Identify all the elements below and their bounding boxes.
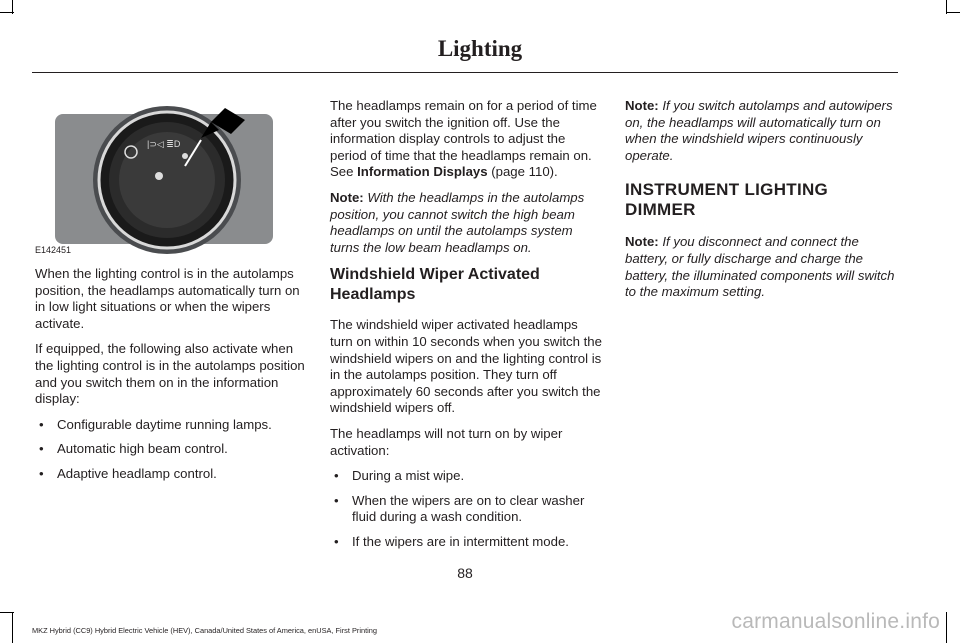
footer-text: MKZ Hybrid (CC9) Hybrid Electric Vehicle (HEV), Canada/United States of America, enUSA, First Printing — [32, 626, 378, 635]
svg-text:|⊃◁ ≣D: |⊃◁ ≣D — [147, 139, 181, 149]
list-item: • When the wipers are on to clear washer fluid during a wash condition. — [330, 493, 603, 526]
note-label: Note: — [330, 189, 364, 205]
list-item: • Adaptive headlamp control. — [35, 466, 307, 483]
crop-mark-bottom-left-v — [12, 612, 13, 643]
section-heading: INSTRUMENT LIGHTING DIMMER — [625, 180, 829, 220]
list-item: • During a mist wipe. — [330, 468, 603, 485]
crop-mark-bottom-right-v — [946, 612, 947, 643]
bullet-list — [35, 417, 307, 483]
page-title: Lighting — [437, 36, 523, 61]
paragraph: The headlamps will not turn on by wiper activation: — [330, 425, 563, 458]
bullet-list — [330, 468, 603, 550]
paragraph — [330, 98, 603, 181]
list-item: • If the wipers are in intermittent mode. — [330, 534, 603, 551]
column-1 — [35, 266, 307, 491]
note-text: With the headlamps in the autolamps position, you cannot switch the high beam headlamps on until the autolamps system turns the low beam headlamps on. — [330, 189, 585, 255]
paragraph: When the lighting control is in the autolamps position, the headlamps automatically turn on in low light situations or when the wipers activate. — [35, 266, 300, 331]
column-2 — [330, 98, 603, 558]
crop-mark-top-right-h — [946, 12, 960, 13]
paragraph-text: The headlamps remain on for a period of time after you switch the ignition off. Use the information display controls to adjust the period of time that the headlamps remain on. See — [330, 98, 597, 180]
note-label: Note: — [625, 98, 659, 113]
note — [625, 234, 895, 300]
watermark: carmanualsonline.info — [731, 610, 940, 633]
column-3 — [625, 98, 895, 310]
header-rule — [32, 72, 898, 73]
note-text: If you disconnect and connect the battery, or fully discharge and charge the battery, the illuminated components will switch to the maximum setting. — [625, 234, 895, 300]
page-reference: (page 110). — [487, 164, 558, 180]
paragraph: The windshield wiper activated headlamps turn on within 10 seconds when you switch the windshield wipers on and the lighting control is in the autolamps position. They turn off approximately 60 seconds after you switch the windshield wipers off. — [330, 317, 602, 416]
crop-mark-top-left-h — [0, 12, 14, 13]
note-label: Note: — [625, 234, 659, 250]
paragraph: If equipped, the following also activate when the lighting control is in the autolamps position and you switch them on in the information display: — [35, 341, 305, 407]
cross-reference-link[interactable]: Information Displays — [357, 164, 488, 180]
section-heading: Windshield Wiper Activated Headlamps — [330, 266, 540, 304]
list-item: • Configurable daytime running lamps. — [35, 417, 307, 434]
page-number: 88 — [457, 565, 473, 581]
note — [330, 190, 603, 256]
figure-code: E142451 — [35, 245, 72, 255]
list-item: • Automatic high beam control. — [35, 441, 307, 458]
crop-mark-bottom-left-h — [0, 612, 14, 613]
note-text: If you switch autolamps and autowipers on, the headlamps will automatically turn on when the windshield wipers continuously operate. — [625, 98, 893, 163]
note — [625, 98, 895, 164]
lighting-control-figure — [35, 100, 307, 260]
lighting-control-illustration — [35, 100, 307, 260]
